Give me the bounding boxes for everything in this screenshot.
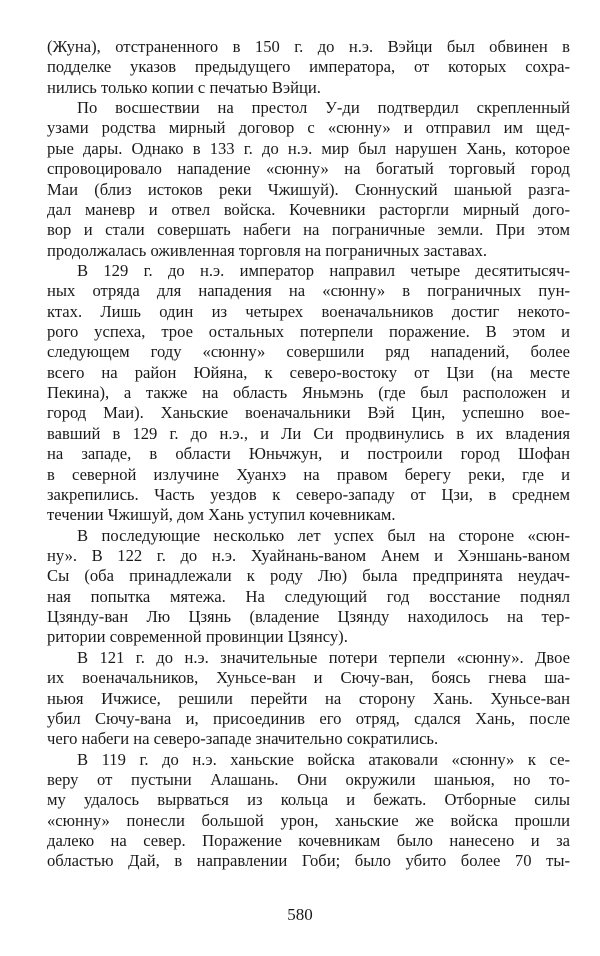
- text-line: убил Сючу-вана и, присоединив его отряд, сдался Хань, после: [47, 708, 570, 728]
- text-line: Цзянду-ван Лю Цзянь (владение Цзянду находилось на тер-: [47, 607, 570, 627]
- paragraph: [47, 37, 570, 98]
- text-line: ктах. Лишь один из четырех военачальников достиг некото-: [47, 301, 570, 321]
- text-line: ных отряда для нападения на «сюнну» в пограничных пун-: [47, 281, 570, 301]
- text-line: чего набеги на северо-западе значительно сократились.: [47, 729, 439, 749]
- paragraph: [47, 750, 570, 872]
- text-line: ная попытка мятежа. На следующий год восстание поднял: [47, 586, 570, 606]
- text-line: областью Дай, в направлении Гоби; было убито более 70 ты-: [47, 851, 570, 871]
- text-line: (Жуна), отстраненного в 150 г. до н.э. Вэйци был обвинен в: [47, 37, 570, 56]
- text-line: веру от пустыни Алашань. Они окружили шаньюя, но то-: [47, 769, 570, 789]
- text-line: город Маи). Ханьские военачальники Вэй Цин, успешно вое-: [47, 403, 570, 423]
- text-line: подделке указов предыдущего императора, от которых сохра-: [47, 57, 570, 77]
- text-line: в северной излучине Хуанхэ на правом берегу реки, где и: [47, 464, 570, 484]
- text-line: их военачальников, Хуньсе-ван и Сючу-ван, боясь гнева ша-: [47, 668, 570, 688]
- text-line: следующем году «сюнну» совершили ряд нападений, более: [47, 342, 570, 362]
- text-line: вавший в 129 г. до н.э., и Ли Си продвинулись в их владения: [47, 423, 570, 443]
- text-line: нились только копии с печатью Вэйци.: [47, 77, 321, 97]
- paragraph: [47, 98, 570, 261]
- text-line: В 121 г. до н.э. значительные потери терпели «сюнну». Двое: [77, 647, 570, 667]
- text-line: далеко на север. Поражение кочевникам было нанесено и за: [47, 831, 570, 851]
- text-line: «сюнну» понесли большой урон, ханьские же войска прошли: [47, 810, 570, 830]
- paragraph: [47, 526, 570, 648]
- text-line: Пекина), а также на область Яньмэнь (где был расположен и: [47, 383, 570, 403]
- text-line: продолжалась оживленная торговля на пограничных заставах.: [47, 240, 488, 260]
- text-line: Сы (оба принадлежали к роду Лю) была предпринята неудач-: [47, 566, 570, 586]
- text-line: дал маневр и отвел войска. Кочевники расторгли мирный дого-: [47, 199, 570, 219]
- text-line: спровоцировало нападение «сюнну» на богатый торговый город: [47, 159, 570, 179]
- text-line: вор и стали совершать набеги на пограничные земли. При этом: [47, 220, 570, 240]
- text-line: течении Чжишуй, дом Хань уступил кочевникам.: [47, 505, 396, 525]
- text-line: Маи (близ истоков реки Чжишуй). Сюннуский шаньюй разга-: [47, 179, 570, 199]
- text-line: рого успеха, трое остальных потерпели поражение. В этом и: [47, 322, 570, 342]
- text-line: По восшествии на престол У-ди подтвердил скрепленный: [77, 98, 570, 118]
- paragraph: [47, 261, 570, 526]
- text-line: му удалось вырваться из кольца и бежать. Отборные силы: [47, 790, 570, 810]
- text-line: ну». В 122 г. до н.э. Хуайнань-ваном Анем и Хэншань-ваном: [47, 545, 570, 565]
- text-line: всего на район Юйяна, к северо-востоку от Цзи (на месте: [47, 362, 570, 382]
- page-body-text: [47, 37, 570, 872]
- page-number: 580: [287, 905, 313, 924]
- text-line: на западе, в области Юньчжун, и построили город Шофан: [47, 444, 570, 464]
- text-line: закрепились. Часть уездов к северо-западу от Цзи, в среднем: [47, 484, 570, 504]
- text-line: узами родства мирный договор с «сюнну» и отправил им щед-: [47, 118, 570, 138]
- text-line: В 129 г. до н.э. император направил четыре десятитысяч-: [77, 260, 570, 280]
- text-line: ритории современной провинции Цзянсу).: [47, 627, 348, 647]
- text-line: В последующие несколько лет успех был на стороне «сюн-: [77, 525, 570, 545]
- text-line: В 119 г. до н.э. ханьские войска атаковали «сюнну» к се-: [77, 749, 570, 769]
- paragraph: [47, 648, 570, 750]
- text-line: ньюя Ичжисе, решили перейти на сторону Хань. Хуньсе-ван: [47, 688, 570, 708]
- text-line: рые дары. Однако в 133 г. до н.э. мир был нарушен Хань, которое: [47, 138, 570, 158]
